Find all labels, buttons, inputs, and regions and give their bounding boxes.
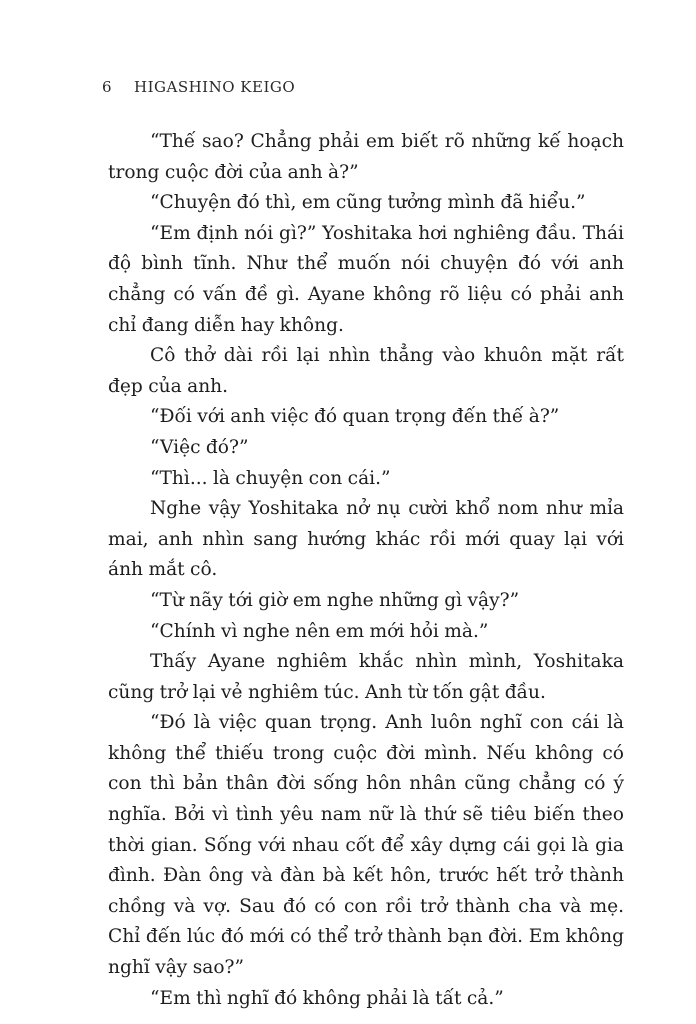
page-number: 6 — [102, 78, 113, 96]
paragraph: “Em định nói gì?” Yoshitaka hơi nghiêng đầu. Thái độ bình tĩnh. Như thể muốn nói chuyện đó với anh chẳng có vấn đề gì. Ayane không rõ liệu có phải anh chỉ đang diễn hay không. — [108, 222, 624, 336]
paragraph: “Đó là việc quan trọng. Anh luôn nghĩ con cái là không thể thiếu trong cuộc đời mình. Nếu không có con thì bản thân đời sống hôn nhân cũng chẳng có ý nghĩa. Bởi vì tình yêu nam nữ là thứ sẽ tiêu biến theo thời gian. Sống với nhau cốt để xây dựng cái gọi là gia đình. Đàn ông và đàn bà kết hôn, trước hết trở thành chồng và vợ. Sau đó có con rồi trở thành cha và mẹ. Chỉ đến lúc đó mới có thể trở thành bạn đời. Em không nghĩ vậy sao?” — [108, 712, 624, 979]
paragraph: Cô thở dài rồi lại nhìn thẳng vào khuôn mặt rất đẹp của anh. — [108, 345, 624, 397]
paragraph: “Từ nãy tới giờ em nghe những gì vậy?” — [150, 589, 520, 611]
paragraph: Thấy Ayane nghiêm khắc nhìn mình, Yoshitaka cũng trở lại vẻ nghiêm túc. Anh từ tốn gật đầu. — [108, 651, 624, 703]
author-name: HIGASHINO KEIGO — [134, 78, 296, 96]
paragraph: “Đối với anh việc đó quan trọng đến thế à?” — [150, 406, 560, 428]
paragraph: Nghe vậy Yoshitaka nở nụ cười khổ nom như mỉa mai, anh nhìn sang hướng khác rồi mới quay lại với ánh mắt cô. — [108, 498, 624, 581]
paragraph: “Chính vì nghe nên em mới hỏi mà.” — [150, 620, 489, 642]
paragraph: “Việc đó?” — [150, 436, 249, 458]
body-text — [108, 127, 624, 1014]
paragraph: “Em thì nghĩ đó không phải là tất cả.” — [150, 987, 504, 1009]
paragraph: “Chuyện đó thì, em cũng tưởng mình đã hiểu.” — [150, 192, 586, 214]
running-head — [102, 78, 295, 96]
paragraph: “Thì... là chuyện con cái.” — [150, 467, 391, 489]
paragraph: “Thế sao? Chẳng phải em biết rõ những kế hoạch trong cuộc đời của anh à?” — [108, 131, 624, 183]
